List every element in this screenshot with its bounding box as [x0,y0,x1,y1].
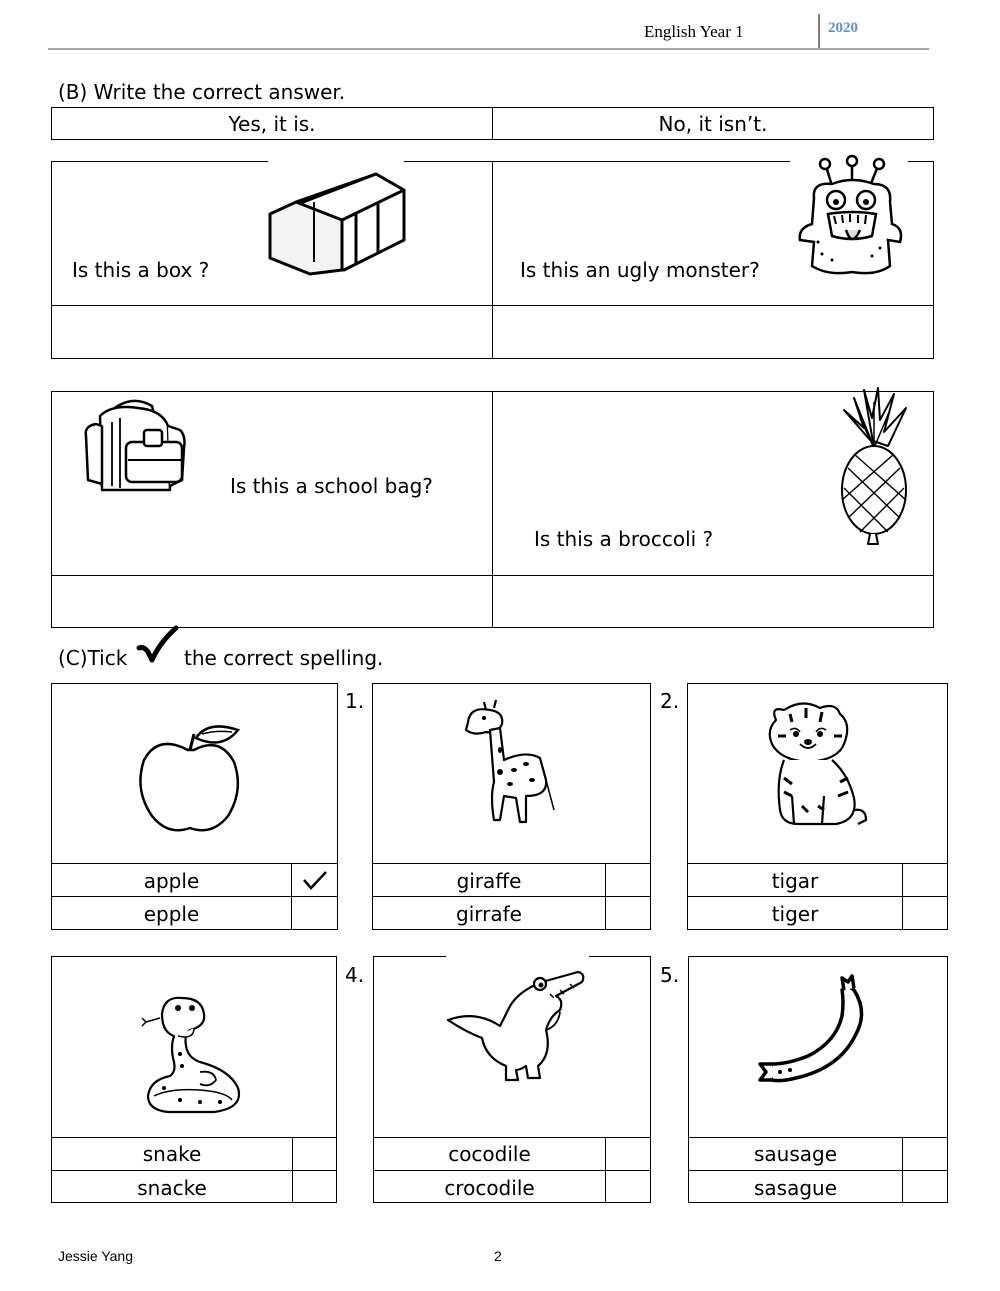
answer-field-monster[interactable] [498,317,928,355]
spelling-option: giraffe [456,869,522,893]
section-c-title-suffix: the correct spelling. [184,646,384,670]
answer-field-broccoli[interactable] [498,582,928,622]
tick-box[interactable] [606,897,650,929]
tick-box[interactable] [903,864,947,896]
spelling-option: girrafe [456,902,522,926]
answer-options-table [51,107,934,140]
item-number-1: 1. [345,689,365,713]
spelling-option: cocodile [448,1142,531,1166]
header-title: English Year 1 [644,22,744,41]
tick-box[interactable] [903,1171,947,1203]
snake-icon [140,992,248,1116]
spelling-option: tigar [771,869,819,893]
tick-box[interactable] [292,897,337,929]
question-school-bag: Is this a school bag? [230,474,433,498]
tick-box[interactable] [293,1138,336,1170]
option-no: No, it isn’t. [658,112,768,136]
header-year: 2020 [828,20,858,36]
header-divider [818,14,820,50]
spelling-option: apple [143,869,200,893]
tick-mark-icon [302,870,328,890]
tick-box[interactable] [606,864,650,896]
footer-author: Jessie Yang [58,1248,133,1264]
tick-box[interactable] [903,897,947,929]
spelling-option: snake [142,1142,202,1166]
sausage-icon [756,972,874,1090]
spelling-option: sausage [753,1142,838,1166]
answer-field-school-bag[interactable] [57,582,487,622]
eraser-icon [266,162,408,274]
tick-box[interactable] [292,864,337,896]
tiger-icon [762,700,870,836]
tick-icon [136,626,178,666]
section-b-title: (B) Write the correct answer. [58,80,346,104]
spelling-option: sasague [753,1176,838,1200]
monster-icon [792,158,912,278]
item-number-2: 2. [660,689,680,713]
question-box: Is this a box ? [72,258,210,282]
question-monster: Is this an ugly monster? [520,258,760,282]
tick-box[interactable] [293,1171,336,1203]
crocodile-icon [446,970,590,1082]
tick-box[interactable] [606,1171,650,1203]
section-c-title-prefix: (C)Tick [58,646,128,670]
tick-box[interactable] [903,1138,947,1170]
spelling-option: tiger [771,902,819,926]
item-number-5: 5. [660,963,680,987]
spelling-option: epple [143,902,200,926]
pineapple-icon [834,388,914,548]
spelling-option: snacke [137,1176,207,1200]
header-rule [48,48,929,50]
tick-box[interactable] [606,1138,650,1170]
page-number: 2 [494,1248,502,1264]
spelling-option: crocodile [444,1176,535,1200]
apple-icon [138,720,248,838]
question-broccoli: Is this a broccoli ? [534,527,714,551]
option-yes: Yes, it is. [228,112,316,136]
answer-field-box[interactable] [57,317,487,355]
item-number-4: 4. [345,963,365,987]
school-bag-icon [82,396,190,494]
giraffe-icon [460,700,556,836]
